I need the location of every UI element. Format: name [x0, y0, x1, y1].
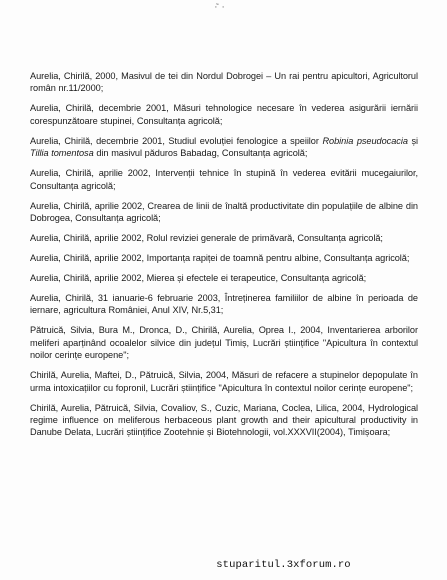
reference-entry: [30, 292, 418, 317]
reference-entry: [30, 272, 418, 284]
page-corner-mark: ·͂ ·: [214, 2, 226, 12]
species-name: Robinia pseudocacia: [322, 135, 408, 146]
reference-list: [30, 70, 418, 446]
reference-text: Chirilă, Aurelia, Pătruică, Silvia, Covaliov, S., Cuzic, Mariana, Coclea, Lilica, 2004, Hydrological regime influence on meliferous herbaceous plant growth and their apicultural productivity in Danube Delata, Lucrări științifice Zootehnie și Biotehnologii, vol.XXXVII(2004), Timișoara;: [30, 402, 418, 438]
site-watermark: [0, 559, 447, 571]
reference-text: și: [407, 135, 418, 146]
reference-text: din masivul păduros Babadag, Consultanța agricolă;: [93, 148, 308, 159]
reference-text: Chirilă, Aurelia, Maftei, D., Pătruică, Silvia, 2004, Măsuri de refacere a stupinelor depopulate în urma intoxicațiilor cu fopronil, Lucrări științifice "Apicultura în contextul noilor cerințe europene";: [30, 370, 418, 393]
reference-entry: [30, 232, 418, 244]
reference-text: Aurelia, Chirilă, aprilie 2002, Intervenții tehnice în stupină în vederea evitării mucegaiurilor, Consultanța agricolă;: [30, 168, 418, 191]
reference-entry: [30, 200, 418, 225]
reference-text: Aurelia, Chirilă, decembrie 2001, Studiul evoluției fenologice a speiilor: [30, 135, 323, 146]
reference-text: Aurelia, Chirilă, aprilie 2002, Rolul reviziei generale de primăvară, Consultanța agricolă;: [30, 233, 383, 244]
reference-text: Aurelia, Chirilă, aprilie 2002, Importanța rapiței de toamnă pentru albine, Consultanța agricolă;: [30, 253, 410, 264]
reference-entry: [30, 70, 418, 95]
reference-entry: [30, 324, 418, 361]
reference-text: Aurelia, Chirilă, aprilie 2002, Mierea și efectele ei terapeutice, Consultanța agricolă;: [30, 273, 367, 284]
reference-entry: [30, 252, 418, 264]
reference-entry: [30, 135, 418, 160]
reference-entry: [30, 402, 418, 439]
watermark-text: stuparitul.3xforum.ro: [216, 559, 351, 571]
reference-entry: [30, 369, 418, 394]
species-name: Tillia tomentosa: [30, 148, 94, 159]
reference-text: Aurelia, Chirilă, 31 ianuarie-6 februarie 2003, Întreținerea familiilor de albine în perioada de iernare, agricultura României, Anul XIV, Nr.5,31;: [30, 293, 418, 316]
reference-entry: [30, 102, 418, 127]
reference-text: Aurelia, Chirilă, aprilie 2002, Crearea de linii de înaltă productivitate din populațiile de albine din Dobrogea, Consultanța agricolă;: [30, 200, 418, 224]
reference-text: Aurelia, Chirilă, 2000, Masivul de tei din Nordul Dobrogei – Un rai pentru apicultori, Agricultorul român nr.11/2000;: [30, 71, 418, 94]
reference-entry: [30, 167, 418, 192]
reference-text: Aurelia, Chirilă, decembrie 2001, Măsuri tehnologice necesare în vederea asigurării iernării corespunzătoare stupinei, Consultanța agricolă;: [30, 103, 418, 126]
reference-text: Pătruică, Silvia, Bura M., Dronca, D., Chirilă, Aurelia, Oprea I., 2004, Inventarierea arborilor meliferi aparținând ocoalelor silvice din județul Timiș, Lucrări științifice "Apicultura în contextul noilor cerințe europene";: [30, 325, 418, 361]
